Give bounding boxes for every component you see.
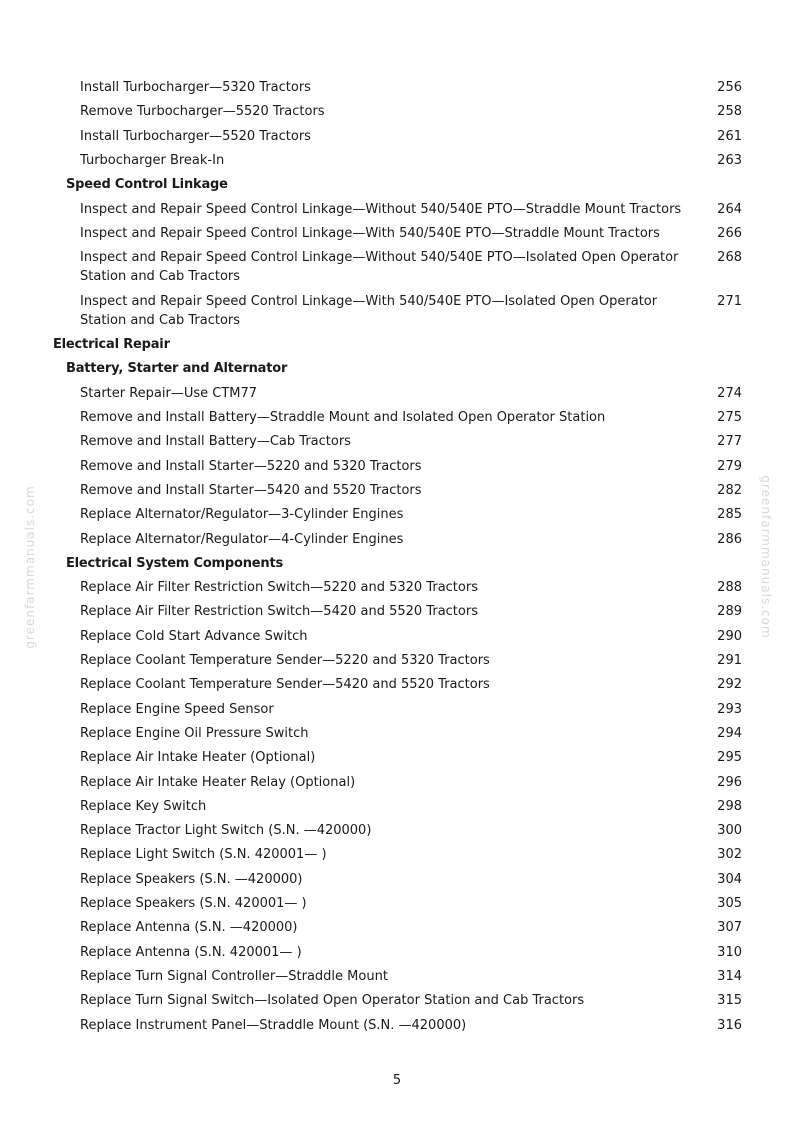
toc-entry-title: Battery, Starter and Alternator bbox=[66, 361, 288, 377]
toc-entry-title: Replace Engine Oil Pressure Switch bbox=[80, 725, 309, 741]
toc-entry-title: Replace Alternator/Regulator—4-Cylinder Engines bbox=[80, 531, 404, 547]
toc-entry-title: Replace Air Filter Restriction Switch—5220 and 5320 Tractors bbox=[80, 580, 478, 596]
toc-entry-title: Remove and Install Starter—5420 and 5520 Tractors bbox=[80, 482, 422, 498]
toc-entry-page: 296 bbox=[717, 774, 742, 790]
toc-entry-page: 300 bbox=[717, 823, 742, 839]
toc-entry-page: 302 bbox=[717, 847, 742, 863]
toc-entry-title: Inspect and Repair Speed Control Linkage—Without 540/540E PTO—Straddle Mount Tractors bbox=[80, 201, 682, 217]
toc-entry-title: Replace Air Filter Restriction Switch—5420 and 5520 Tractors bbox=[80, 604, 478, 620]
toc-entry-page: 290 bbox=[717, 628, 742, 644]
toc-entry-page: 310 bbox=[717, 944, 742, 960]
page-number: 5 bbox=[392, 1073, 402, 1088]
toc-entry-title: Replace Antenna (S.N. 420001— ) bbox=[80, 944, 302, 960]
toc-entry-title: Replace Tractor Light Switch (S.N. —420000) bbox=[80, 823, 372, 839]
toc-entry-title: Replace Air Intake Heater Relay (Optional) bbox=[80, 774, 356, 790]
toc-entry-title: Replace Air Intake Heater (Optional) bbox=[80, 750, 316, 766]
toc-entry-title: Remove and Install Battery—Straddle Mount and Isolated Open Operator Station bbox=[80, 410, 606, 425]
toc-entry-title: Replace Speakers (S.N. —420000) bbox=[80, 871, 303, 887]
toc-entry-title: Replace Coolant Temperature Sender—5220 and 5320 Tractors bbox=[80, 653, 490, 668]
toc-entry-title: Speed Control Linkage bbox=[66, 177, 228, 193]
toc-entry-page: 291 bbox=[717, 653, 742, 668]
toc-entry-title: Replace Cold Start Advance Switch bbox=[80, 628, 308, 644]
toc-entry-title: Inspect and Repair Speed Control Linkage—With 540/540E PTO—Isolated Open Operator Station and Cab Tractors bbox=[80, 293, 658, 328]
toc-entry-page: 293 bbox=[717, 701, 742, 717]
toc-entry-title: Starter Repair—Use CTM77 bbox=[80, 385, 258, 401]
toc-entry-title: Inspect and Repair Speed Control Linkage—Without 540/540E PTO—Isolated Open Operator Station and Cab Tractors bbox=[80, 250, 679, 285]
toc-entry-page: 307 bbox=[717, 920, 742, 936]
toc-entry-page: 289 bbox=[717, 604, 742, 620]
toc-entry-page: 279 bbox=[717, 458, 742, 474]
toc-entry-title: Replace Coolant Temperature Sender—5420 and 5520 Tractors bbox=[80, 677, 490, 693]
toc-entry-title: Replace Turn Signal Switch—Isolated Open Operator Station and Cab Tractors bbox=[80, 993, 585, 1009]
toc-entry-page: 261 bbox=[717, 128, 742, 144]
toc-entry-title: Replace Light Switch (S.N. 420001— ) bbox=[80, 847, 327, 863]
toc-entry-title: Replace Antenna (S.N. —420000) bbox=[80, 920, 298, 936]
toc-entry-title: Replace Instrument Panel—Straddle Mount (S.N. —420000) bbox=[80, 1017, 467, 1033]
toc-entry-title: Inspect and Repair Speed Control Linkage—With 540/540E PTO—Straddle Mount Tractors bbox=[80, 225, 660, 241]
toc-entry-page: 315 bbox=[717, 993, 742, 1009]
toc-entry-page: 288 bbox=[717, 580, 742, 596]
toc-entry-page: 274 bbox=[717, 385, 742, 401]
toc-entry-page: 316 bbox=[717, 1017, 742, 1033]
toc-entry-page: 286 bbox=[717, 531, 742, 547]
toc-entry-page: 268 bbox=[717, 250, 742, 266]
toc-entry-title: Install Turbocharger—5320 Tractors bbox=[80, 80, 311, 95]
toc-entry-page: 282 bbox=[717, 482, 742, 498]
toc-entry-title: Remove and Install Battery—Cab Tractors bbox=[80, 434, 351, 450]
toc-entry-page: 266 bbox=[717, 225, 742, 241]
toc-entry-title: Replace Alternator/Regulator—3-Cylinder Engines bbox=[80, 507, 404, 523]
toc-entry-title: Replace Key Switch bbox=[80, 798, 207, 814]
toc-entry-page: 264 bbox=[717, 201, 742, 217]
toc-entry-page: 285 bbox=[717, 507, 742, 523]
toc-entry-page: 277 bbox=[717, 434, 742, 450]
toc-entry-page: 275 bbox=[717, 410, 742, 425]
toc-entry-page: 271 bbox=[717, 293, 742, 309]
toc-entry-title: Replace Engine Speed Sensor bbox=[80, 701, 274, 717]
watermark-right: greenfarmmanuals.com bbox=[759, 475, 773, 639]
toc-entry-title: Install Turbocharger—5520 Tractors bbox=[80, 128, 311, 144]
toc-entry-title: Replace Turn Signal Controller—Straddle Mount bbox=[80, 968, 388, 984]
toc-entry-title: Electrical System Components bbox=[66, 555, 284, 571]
toc-entry-title: Electrical Repair bbox=[53, 337, 170, 353]
toc-entry-title: Turbocharger Break-In bbox=[80, 152, 225, 168]
toc-entry-page: 298 bbox=[717, 798, 742, 814]
toc-entry-page: 258 bbox=[717, 104, 742, 120]
toc-entry-title: Remove Turbocharger—5520 Tractors bbox=[80, 104, 325, 120]
toc-entry-page: 294 bbox=[717, 725, 742, 741]
toc-entry-page: 256 bbox=[717, 80, 742, 95]
toc-entry-page: 314 bbox=[717, 968, 742, 984]
toc-entry-page: 295 bbox=[717, 750, 742, 766]
toc-entry-page: 304 bbox=[717, 871, 742, 887]
toc-entry-title: Remove and Install Starter—5220 and 5320 Tractors bbox=[80, 458, 422, 474]
toc-entry-title: Replace Speakers (S.N. 420001— ) bbox=[80, 896, 307, 911]
watermark-left: greenfarmmanuals.com bbox=[23, 485, 37, 649]
toc-entry-page: 305 bbox=[717, 896, 742, 911]
toc-entry-page: 263 bbox=[717, 152, 742, 168]
toc-entry-page: 292 bbox=[717, 677, 742, 693]
